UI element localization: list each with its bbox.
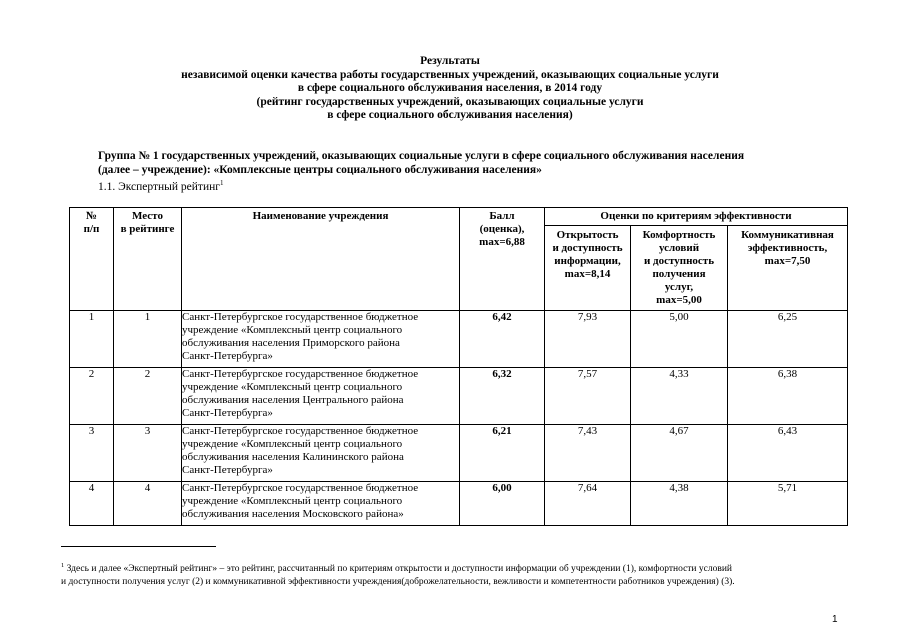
row-place: 2 — [114, 368, 182, 425]
footnote-reference[interactable]: 1 — [219, 179, 224, 188]
row-score: 6,21 — [460, 425, 545, 482]
table-row — [70, 311, 848, 368]
row-place: 3 — [114, 425, 182, 482]
row-openness: 7,64 — [545, 482, 631, 526]
footnote-separator — [61, 546, 216, 547]
header-comfort: Комфортность условий и доступность получения услуг, max=5,00 — [631, 226, 728, 311]
row-num: 1 — [70, 311, 114, 368]
row-place: 1 — [114, 311, 182, 368]
title-line: в сфере социального обслуживания населения, в 2014 году — [297, 82, 603, 94]
table-row — [70, 368, 848, 425]
title-line: в сфере социального обслуживания населения) — [327, 109, 573, 121]
subsection-label: 1.1. Экспертный рейтинг — [98, 181, 220, 193]
row-comfort: 4,38 — [631, 482, 728, 526]
row-place: 4 — [114, 482, 182, 526]
row-openness: 7,93 — [545, 311, 631, 368]
row-communicative: 5,71 — [728, 482, 848, 526]
row-score: 6,00 — [460, 482, 545, 526]
title-line: (рейтинг государственных учреждений, оказывающих социальные услуги — [256, 95, 644, 108]
row-openness: 7,43 — [545, 425, 631, 482]
subsection-heading — [98, 181, 223, 194]
group-line: (далее – учреждение): «Комплексные центры социального обслуживания населения» — [98, 163, 542, 176]
document-title — [0, 55, 900, 123]
row-institution-name: Санкт-Петербургское государственное бюджетное учреждение «Комплексный центр социального обслуживания населения Калининского района Санкт-Петербурга» — [182, 425, 460, 482]
table-row — [70, 425, 848, 482]
row-num: 2 — [70, 368, 114, 425]
row-communicative: 6,25 — [728, 311, 848, 368]
footnote — [61, 563, 841, 589]
row-comfort: 4,33 — [631, 368, 728, 425]
row-comfort: 5,00 — [631, 311, 728, 368]
rating-table — [69, 207, 848, 526]
row-num: 4 — [70, 482, 114, 526]
group-heading — [98, 150, 818, 177]
footnote-line: $^1$ Здесь и далее «Экспертный рейтинг» – это рейтинг, рассчитанный по критериям открытости и доступности информации об учреждении (1), комфортности условий — [61, 561, 733, 574]
row-score: 6,32 — [460, 368, 545, 425]
title-line: независимой оценки качества работы государственных учреждений, оказывающих социальные услуги — [181, 68, 719, 81]
row-score: 6,42 — [460, 311, 545, 368]
row-institution-name: Санкт-Петербургское государственное бюджетное учреждение «Комплексный центр социального обслуживания населения Московского района» — [182, 482, 460, 526]
header-name: Наименование учреждения — [182, 208, 460, 311]
footnote-line: и доступности получения услуг (2) и коммуникативной эффективности учреждения(доброжелательности, вежливости и компетентности работников учреждения) (3). — [61, 577, 735, 587]
row-communicative: 6,38 — [728, 368, 848, 425]
row-num: 3 — [70, 425, 114, 482]
header-criteria: Оценки по критериям эффективности — [545, 208, 848, 226]
row-comfort: 4,67 — [631, 425, 728, 482]
header-num: № п/п — [70, 208, 114, 311]
header-score: Балл (оценка), max=6,88 — [460, 208, 545, 311]
page-number: 1 — [832, 614, 838, 625]
title-line: Результаты — [420, 55, 480, 67]
row-institution-name: Санкт-Петербургское государственное бюджетное учреждение «Комплексный центр социального обслуживания населения Центрального района Санкт-Петербурга» — [182, 368, 460, 425]
table-row — [70, 482, 848, 526]
header-openness: Открытость и доступность информации, max=8,14 — [545, 226, 631, 311]
row-institution-name: Санкт-Петербургское государственное бюджетное учреждение «Комплексный центр социального обслуживания населения Приморского района Санкт-Петербурга» — [182, 311, 460, 368]
group-line: Группа № 1 государственных учреждений, оказывающих социальные услуги в сфере социального обслуживания населения — [98, 150, 745, 162]
row-communicative: 6,43 — [728, 425, 848, 482]
row-openness: 7,57 — [545, 368, 631, 425]
footnote-mark: 1 — [61, 561, 65, 569]
header-communicative: Коммуникативная эффективность, max=7,50 — [728, 226, 848, 311]
header-place: Место в рейтинге — [114, 208, 182, 311]
